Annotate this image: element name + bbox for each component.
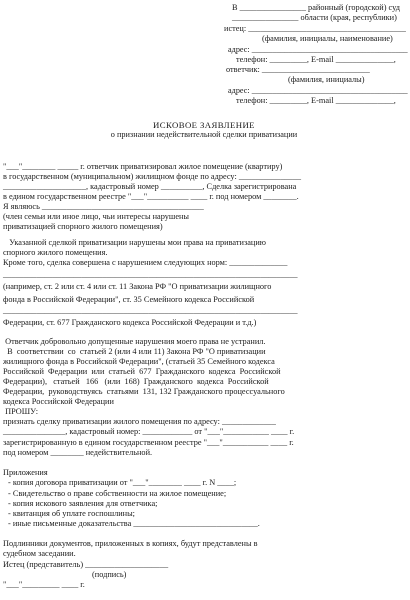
body-line: жилищного фонда в Российской Федерации", (статьей 35 Семейного кодекса	[3, 357, 275, 366]
defendant-contacts: телефон: _________, E-mail ______________,	[236, 96, 396, 105]
body-line: Федерации, руководствуясь статьями 131, 132 Гражданского процессуального	[3, 387, 285, 396]
body-line: (например, ст. 2 или ст. 4 или ст. 11 Закона РФ "О приватизации жилищного	[3, 282, 272, 291]
body-line: _______________________________________________________________________	[3, 306, 298, 315]
body-line: Указанной сделкой приватизации нарушены мои права на приватизацию	[3, 238, 267, 247]
attachment-item: - квитанция об уплате госпошлины;	[8, 509, 135, 518]
document-subtitle: о признании недействительной сделки приватизации	[110, 130, 298, 139]
document-title: ИСКОВОЕ ЗАЯВЛЕНИЕ	[153, 120, 255, 130]
body-line: в государственном (муниципальном) жилищном фонде по адресу: _______________	[3, 172, 302, 181]
body-line: Я являюсь _______________________________________	[3, 202, 204, 211]
body-line: _______________________________________________________________________	[3, 270, 298, 279]
body-line: Российской Федерации или статьей 677 Гражданского кодекса Российской	[3, 367, 281, 376]
request-line: зарегистрированную в едином государственном реестре "___"___________ ____ г.	[3, 438, 294, 447]
request-line: под номером ________ недействительной.	[3, 448, 153, 457]
region-line: ________________ области (края, республики)	[232, 13, 397, 22]
defendant-line: ответчик: __________________________	[226, 65, 370, 74]
body-line: приватизацией спорного жилого помещения)	[3, 222, 163, 231]
body-line: спорного жилого помещения.	[3, 248, 108, 257]
plaintiff-caption: (фамилия, инициалы, наименование)	[262, 34, 393, 43]
body-line: "___"________ _____ г. ответчик приватизировал жилое помещение (квартиру)	[3, 162, 283, 171]
attachments-heading: Приложения	[3, 468, 48, 477]
signature-line: Истец (представитель) ____________________	[3, 560, 169, 569]
date-line: "___"_________ ____ г.	[3, 580, 85, 589]
body-line: Федерации), статьей 166 (или 168) Гражданского кодекса Российской	[3, 377, 269, 386]
body-line: Федерации, ст. 677 Гражданского кодекса Российской Федерации и т.д.)	[3, 318, 257, 327]
defendant-caption: (фамилия, инициалы)	[288, 75, 365, 84]
plaintiff-address: адрес: ______________________________________	[228, 45, 408, 54]
body-line: фонда в Российской Федерации", ст. 35 Семейного кодекса Российской	[3, 295, 255, 304]
body-line: (член семьи или иное лицо, чьи интересы нарушены	[3, 212, 190, 221]
footer-note: судебном заседании.	[3, 549, 76, 558]
defendant-address: адрес: ______________________________________	[228, 86, 408, 95]
body-line: В соответствии со статьей 2 (или 4 или 11) Закона РФ "О приватизации	[3, 347, 266, 356]
attachment-item: - Свидетельство о праве собственности на жилое помещение;	[8, 489, 227, 498]
attachment-item: - копия договора приватизации от "___"________ ____ г. N ____;	[8, 478, 237, 487]
signature-caption: (подпись)	[92, 570, 127, 579]
footer-note: Подлинники документов, приложенных в копиях, будут представлены в	[3, 539, 258, 548]
request-line: _______________, кадастровый номер: ____________ от "___"___________ ____ г.	[3, 427, 295, 436]
body-line: Ответчик добровольно допущенные нарушения моего права не устранил.	[3, 337, 266, 346]
court-line: В ________________ районный (городской) суд	[232, 3, 400, 12]
body-line: в едином государственном реестре "___"__________ ____ г. под номером ________.	[3, 192, 299, 201]
request-line: признать сделку приватизации жилого помещения по адресу: _____________	[3, 417, 276, 426]
body-line: кодекса Российской Федерации	[3, 397, 114, 406]
request-heading: ПРОШУ:	[3, 407, 39, 416]
body-line: ____________________, кадастровый номер __________, Сделка зарегистрирована	[3, 182, 297, 191]
plaintiff-contacts: телефон: _________, E-mail ______________,	[236, 55, 396, 64]
attachment-item: - копия искового заявления для ответчика;	[8, 499, 158, 508]
body-line: Кроме того, сделка совершена с нарушением следующих норм: ______________	[3, 258, 288, 267]
plaintiff-line: истец: ______________________________________	[224, 24, 406, 33]
attachment-item: - иные письменные доказательства ______________________________.	[8, 519, 260, 528]
